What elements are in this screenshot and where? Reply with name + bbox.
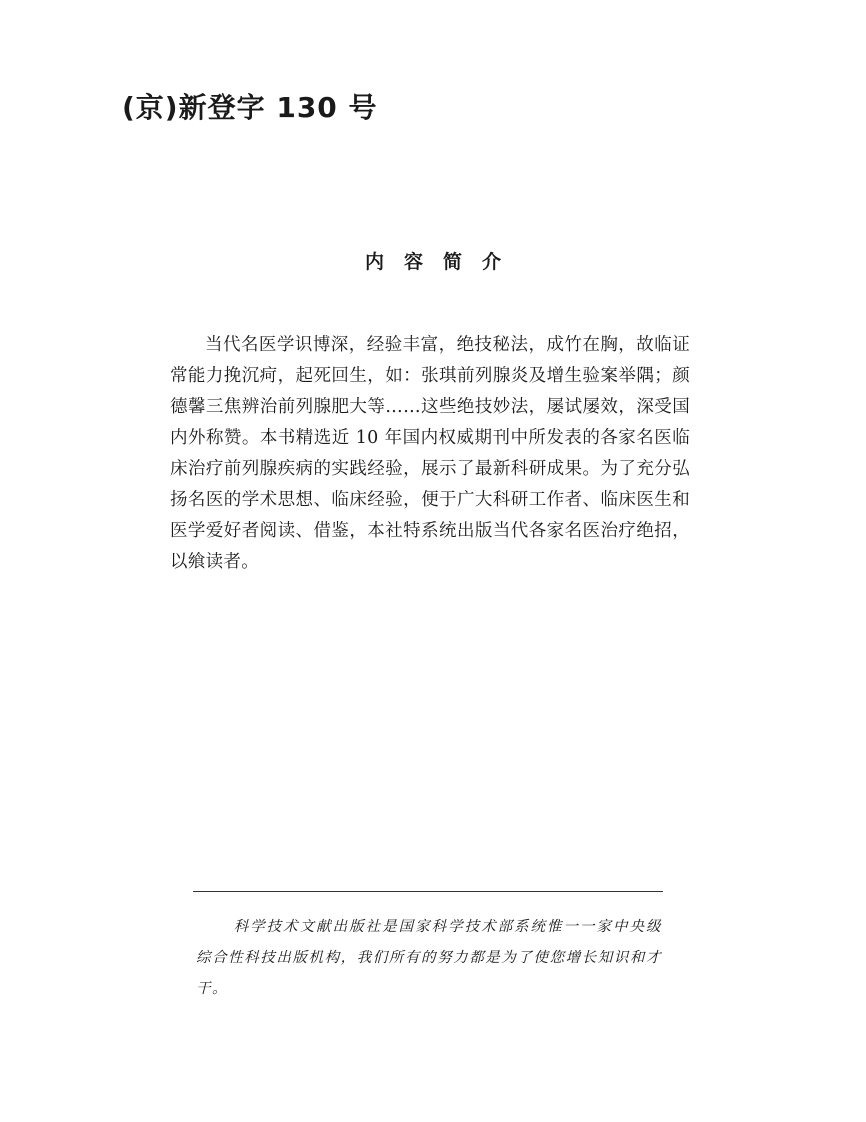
publisher-note: 科学技术文献出版社是国家科学技术部系统惟一一家中央级综合性科技出版机构，我们所有的努力都是为了使您增长知识和才干。 — [196, 919, 662, 997]
summary-paragraph: 当代名医学识博深，经验丰富，绝技秘法，成竹在胸，故临证常能力挽沉疴，起死回生，如：张琪前列腺炎及增生验案举隅；颜德馨三焦辨治前列腺肥大等……这些绝技妙法，屡试屡效，深受国内外称赞。本书精选近 10 年国内权威期刊中所发表的各家名医临床治疗前列腺疾病的实践经验，展示了最新科研成果。为了充分弘扬名医的学术思想、临床经验，便于广大科研工作者、临床医生和医学爱好者阅读、借鉴，本社特系统出版当代各家名医治疗绝招，以飨读者。 — [170, 335, 690, 572]
publication-registration-number: (京)新登字 130 号 — [122, 91, 378, 124]
section-title-summary: 内容简介 — [364, 251, 521, 273]
footer-divider — [193, 891, 663, 892]
